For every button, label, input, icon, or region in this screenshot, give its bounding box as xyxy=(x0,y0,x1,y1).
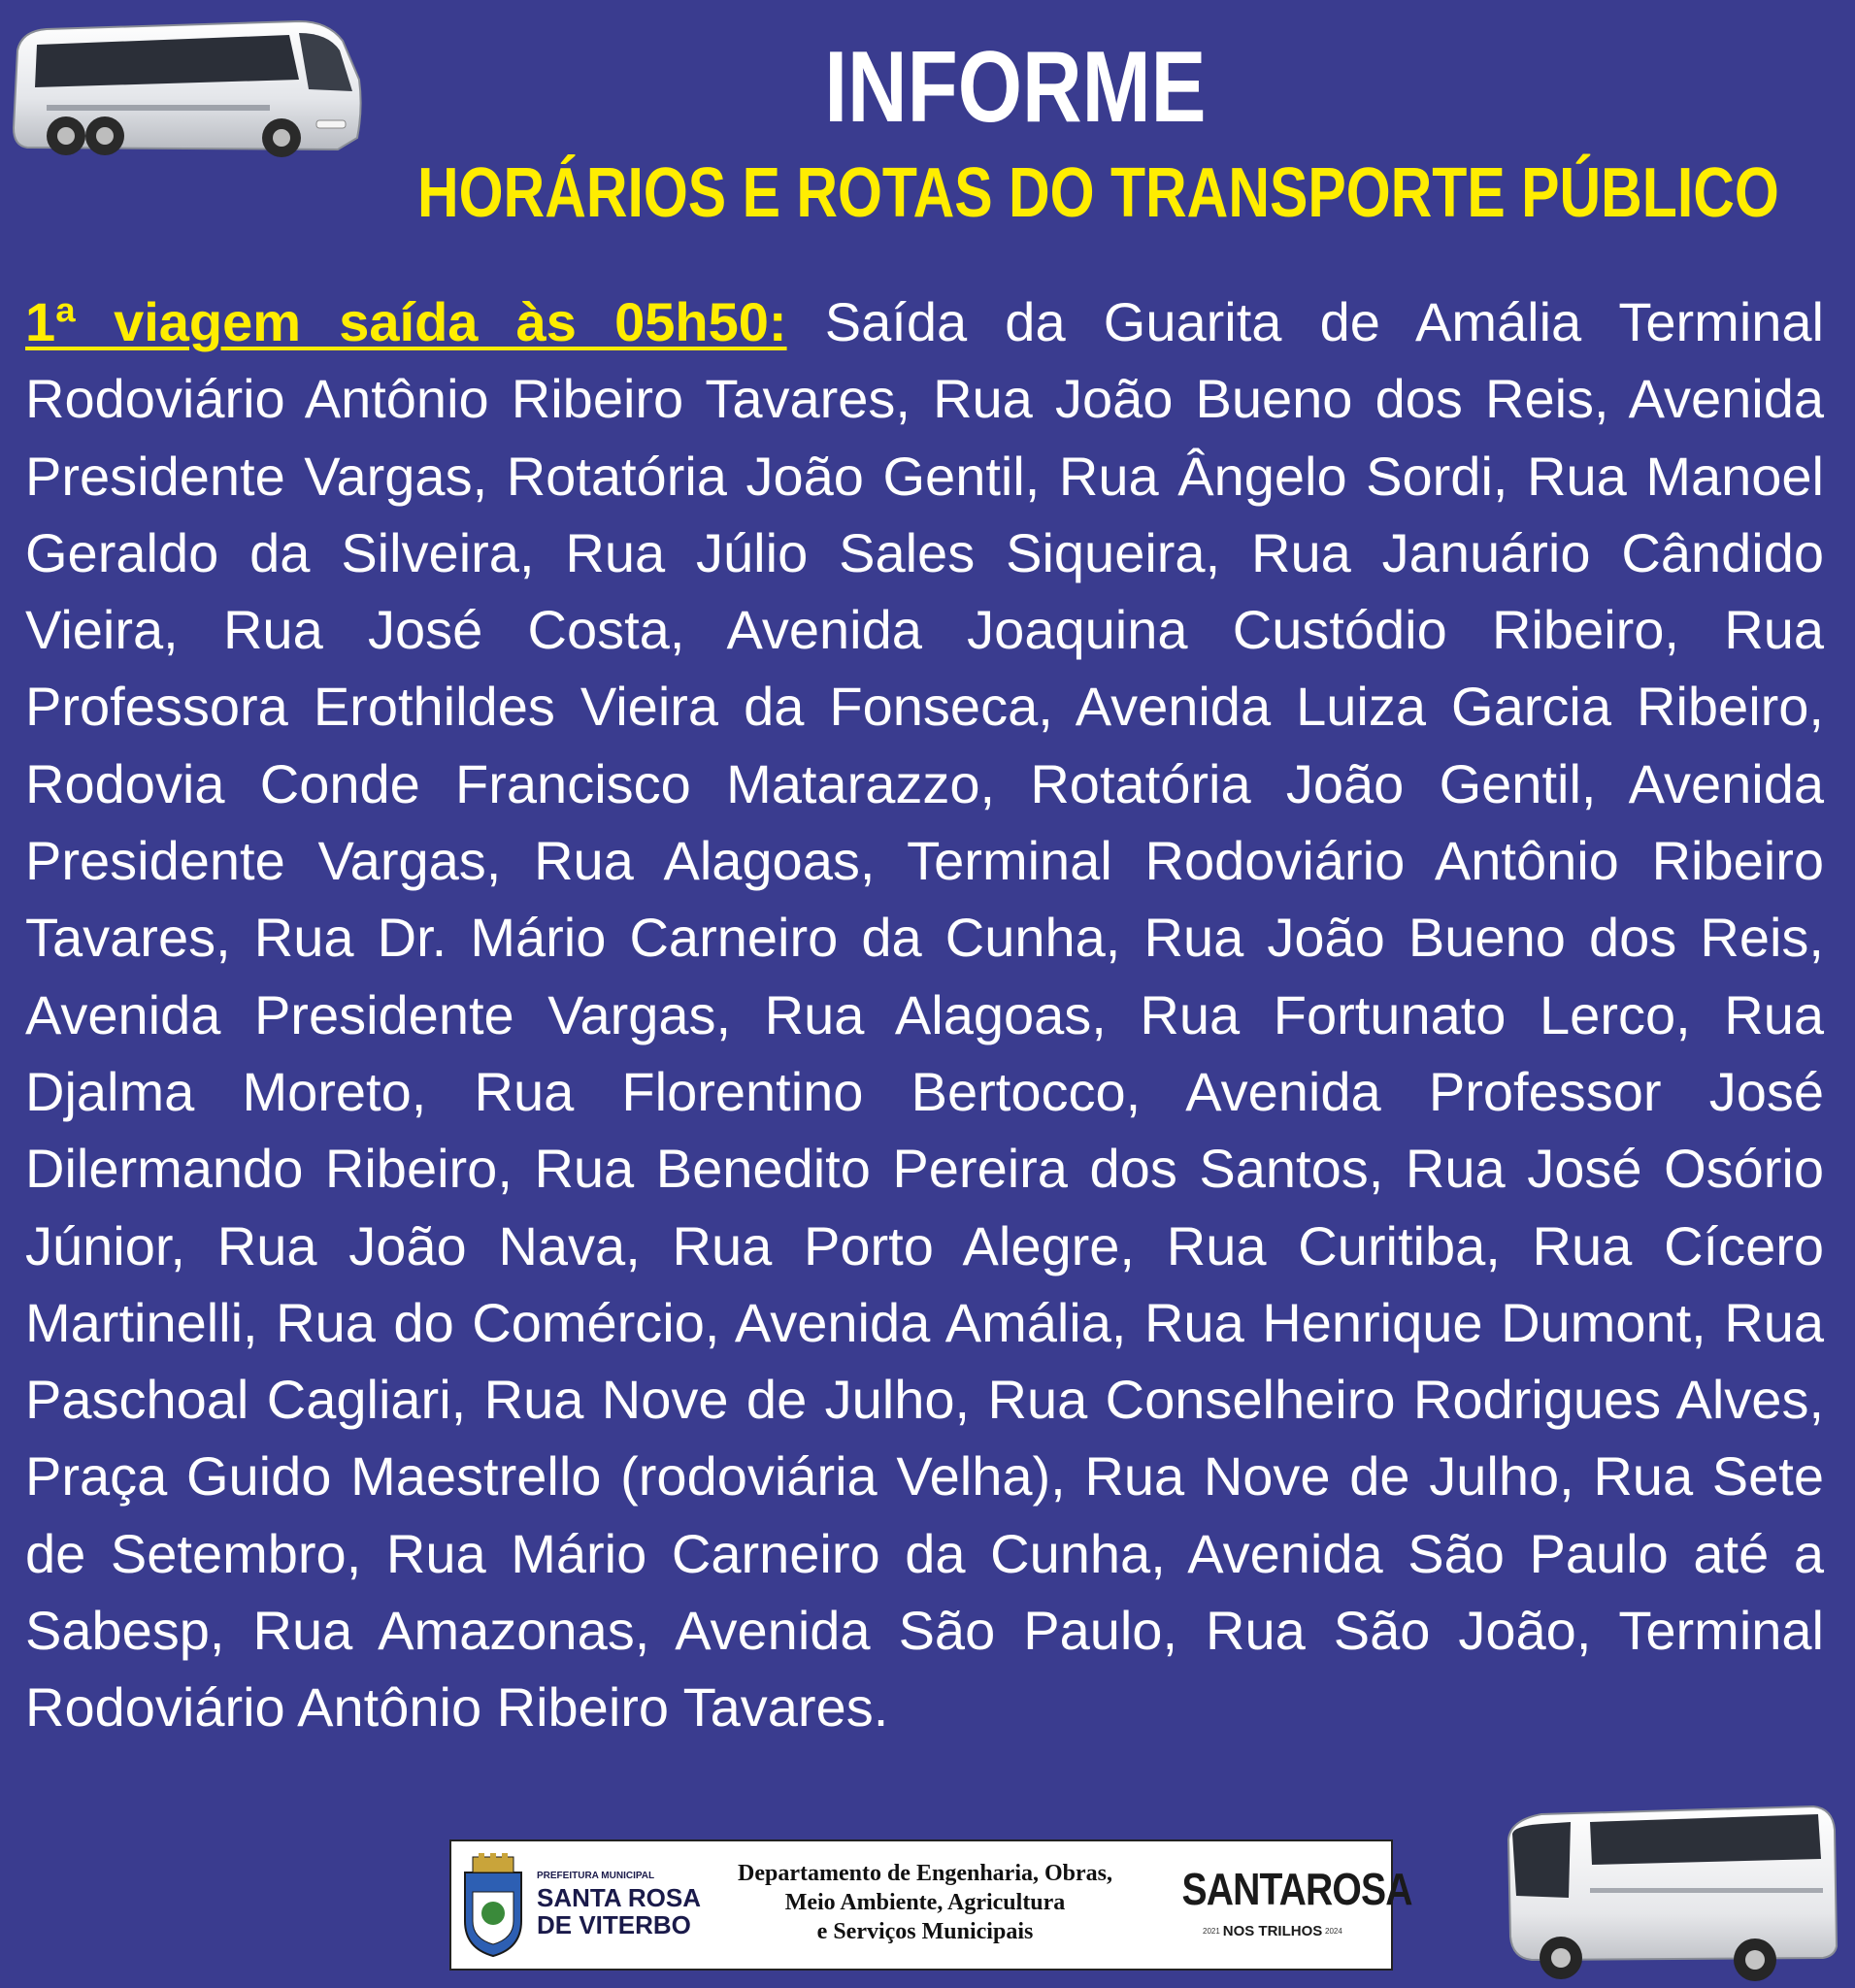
santa-rosa-nos-trilhos-logo: SANTAROSA 2021 NOS TRILHOS 2024 xyxy=(1181,1864,1412,1939)
prefeitura-name: SANTA ROSA DE VITERBO xyxy=(537,1883,701,1939)
bus-icon xyxy=(1503,1801,1842,1985)
page-title: INFORME xyxy=(824,31,1207,144)
footer-banner xyxy=(449,1839,1412,1971)
prefeitura-label: PREFEITURA MUNICIPAL xyxy=(537,1871,655,1881)
department-name: Departamento de Engenharia, Obras, Meio Ambiente, Agricultura e Serviços Municipais xyxy=(738,1861,1112,1944)
route-description xyxy=(25,283,1824,1746)
trip-lead: 1ª viagem saída às 05h50: xyxy=(25,291,787,352)
page-subtitle: HORÁRIOS E ROTAS DO TRANSPORTE PÚBLICO xyxy=(417,154,1779,232)
municipal-crest-icon xyxy=(459,1853,527,1960)
route-text: Saída da Guarita de Amália Terminal Rodoviário Antônio Ribeiro Tavares, Rua João Bueno dos Reis, Avenida Presidente Vargas, Rotatória João Gentil, Rua Ângelo Sordi, Rua Manoel Geraldo da Silveira, Rua Júlio Sales Siqueira, Rua Januário Cândido Vieira, Rua José Costa, Avenida Joaquina Custódio Ribeiro, Rua Professora Erothildes Vieira da Fonseca, Avenida Luiza Garcia Ribeiro, Rodovia Conde Francisco Matarazzo, Rotatória João Gentil, Avenida Presidente Vargas, Rua Alagoas, Terminal Rodoviário Antônio Ribeiro Tavares, Rua Dr. Mário Carneiro da Cunha, Rua João Bueno dos Reis, Avenida Presidente Vargas, Rua Alagoas, Rua Fortunato Lerco, Rua Djalma Moreto, Rua Florentino Bertocco, Avenida Professor José Dilermando Ribeiro, Rua Benedito Pereira dos Santos, Rua José Osório Júnior, Rua João Nava, Rua Porto Alegre, Rua Curitiba, Rua Cícero Martinelli, Rua do Comércio, Avenida Amália, Rua Henrique Dumont, Rua Paschoal Cagliari, Rua Nove de Julho, Rua Conselheiro Rodrigues Alves, Praça Guido Maestrello (rodoviária Velha), Rua Nove de Julho, Rua Sete de Setembro, Rua Mário Carneiro da Cunha, Avenida São Paulo até a Sabesp, Rua Amazonas, Avenida São Paulo, Rua São João, Terminal Rodoviário Antônio Ribeiro Tavares. xyxy=(25,291,1824,1739)
